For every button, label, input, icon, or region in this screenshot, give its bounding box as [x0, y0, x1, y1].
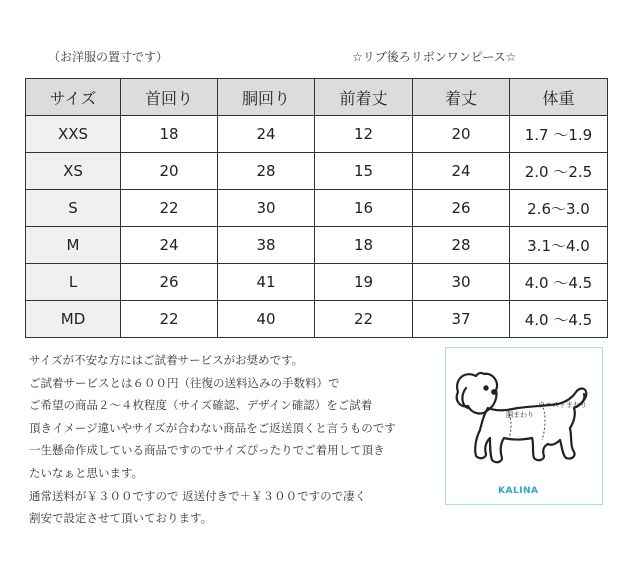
table-cell: 22 — [121, 190, 218, 227]
table-cell: XXS — [26, 116, 121, 153]
table-cell: 24 — [218, 116, 315, 153]
table-row — [26, 153, 608, 190]
note-line: たいなぁと思います。 — [29, 465, 144, 480]
table-cell: 24 — [413, 153, 510, 190]
header-weight: 体重 — [510, 79, 608, 116]
table-cell: 38 — [218, 227, 315, 264]
table-cell: 15 — [315, 153, 413, 190]
table-cell: MD — [26, 301, 121, 338]
table-cell: 26 — [413, 190, 510, 227]
note-line: ご試着サービスとは６００円（往復の送料込みの手数料）で — [29, 375, 340, 390]
table-cell: 19 — [315, 264, 413, 301]
table-cell: 26 — [121, 264, 218, 301]
note-line: 頂きイメージ違いやサイズが合わない商品をご返送頂くと言うものです — [29, 420, 396, 435]
table-cell: 22 — [121, 301, 218, 338]
table-cell: S — [26, 190, 121, 227]
table-cell: 28 — [218, 153, 315, 190]
table-row — [26, 227, 608, 264]
brand-logo — [498, 486, 539, 496]
table-cell: L — [26, 264, 121, 301]
table-cell: 2.6〜3.0 — [510, 190, 608, 227]
table-header-row — [26, 79, 608, 116]
waist-label: ウエストまわり — [538, 401, 587, 409]
table-cell: 18 — [121, 116, 218, 153]
table-cell: 20 — [121, 153, 218, 190]
table-cell: 3.1〜4.0 — [510, 227, 608, 264]
note-line: 一生懸命作成している商品ですのでサイズぴったりでご着用して頂き — [29, 443, 385, 458]
header-length: 着丈 — [413, 79, 510, 116]
product-title: ☆リブ後ろリボンワンピース☆ — [352, 50, 517, 64]
table-row — [26, 301, 608, 338]
table-cell: 37 — [413, 301, 510, 338]
table-cell: 1.7 〜1.9 — [510, 116, 608, 153]
header-size: サイズ — [26, 79, 121, 116]
table-cell: 41 — [218, 264, 315, 301]
note-line: 割安で設定させて頂いております。 — [29, 511, 213, 526]
table-cell: 18 — [315, 227, 413, 264]
table-cell: 30 — [413, 264, 510, 301]
dog-silhouette-icon — [446, 348, 602, 504]
table-cell: 20 — [413, 116, 510, 153]
table-cell: 4.0 〜4.5 — [510, 264, 608, 301]
note-line: サイズが不安な方にはご試着サービスがお奨めです。 — [29, 353, 304, 367]
header-chest: 胴回り — [218, 79, 315, 116]
header-front-length: 前着丈 — [315, 79, 413, 116]
measurement-diagram — [445, 347, 603, 505]
table-cell: 30 — [218, 190, 315, 227]
table-cell: 24 — [121, 227, 218, 264]
body-girth-label: 胴まわり — [506, 411, 534, 419]
table-cell: 2.0 〜2.5 — [510, 153, 608, 190]
brand-name: KALINA — [498, 486, 539, 496]
table-row — [26, 116, 608, 153]
table-cell: 12 — [315, 116, 413, 153]
table-cell: 16 — [315, 190, 413, 227]
fitting-service-notes — [29, 349, 449, 530]
table-cell: 28 — [413, 227, 510, 264]
note-line: ご希望の商品２～４枚程度（サイズ確認、デザイン確認）をご試着 — [29, 398, 373, 413]
size-note: （お洋服の置寸です） — [48, 50, 169, 64]
note-line: 通常送料が￥３００ですので 返送付きで＋￥３００ですので凄く — [29, 488, 367, 503]
table-row — [26, 190, 608, 227]
header-neck: 首回り — [121, 79, 218, 116]
table-cell: 4.0 〜4.5 — [510, 301, 608, 338]
table-cell: 22 — [315, 301, 413, 338]
table-cell: 40 — [218, 301, 315, 338]
table-cell: M — [26, 227, 121, 264]
size-chart-table — [25, 78, 608, 338]
table-cell: XS — [26, 153, 121, 190]
table-row — [26, 264, 608, 301]
